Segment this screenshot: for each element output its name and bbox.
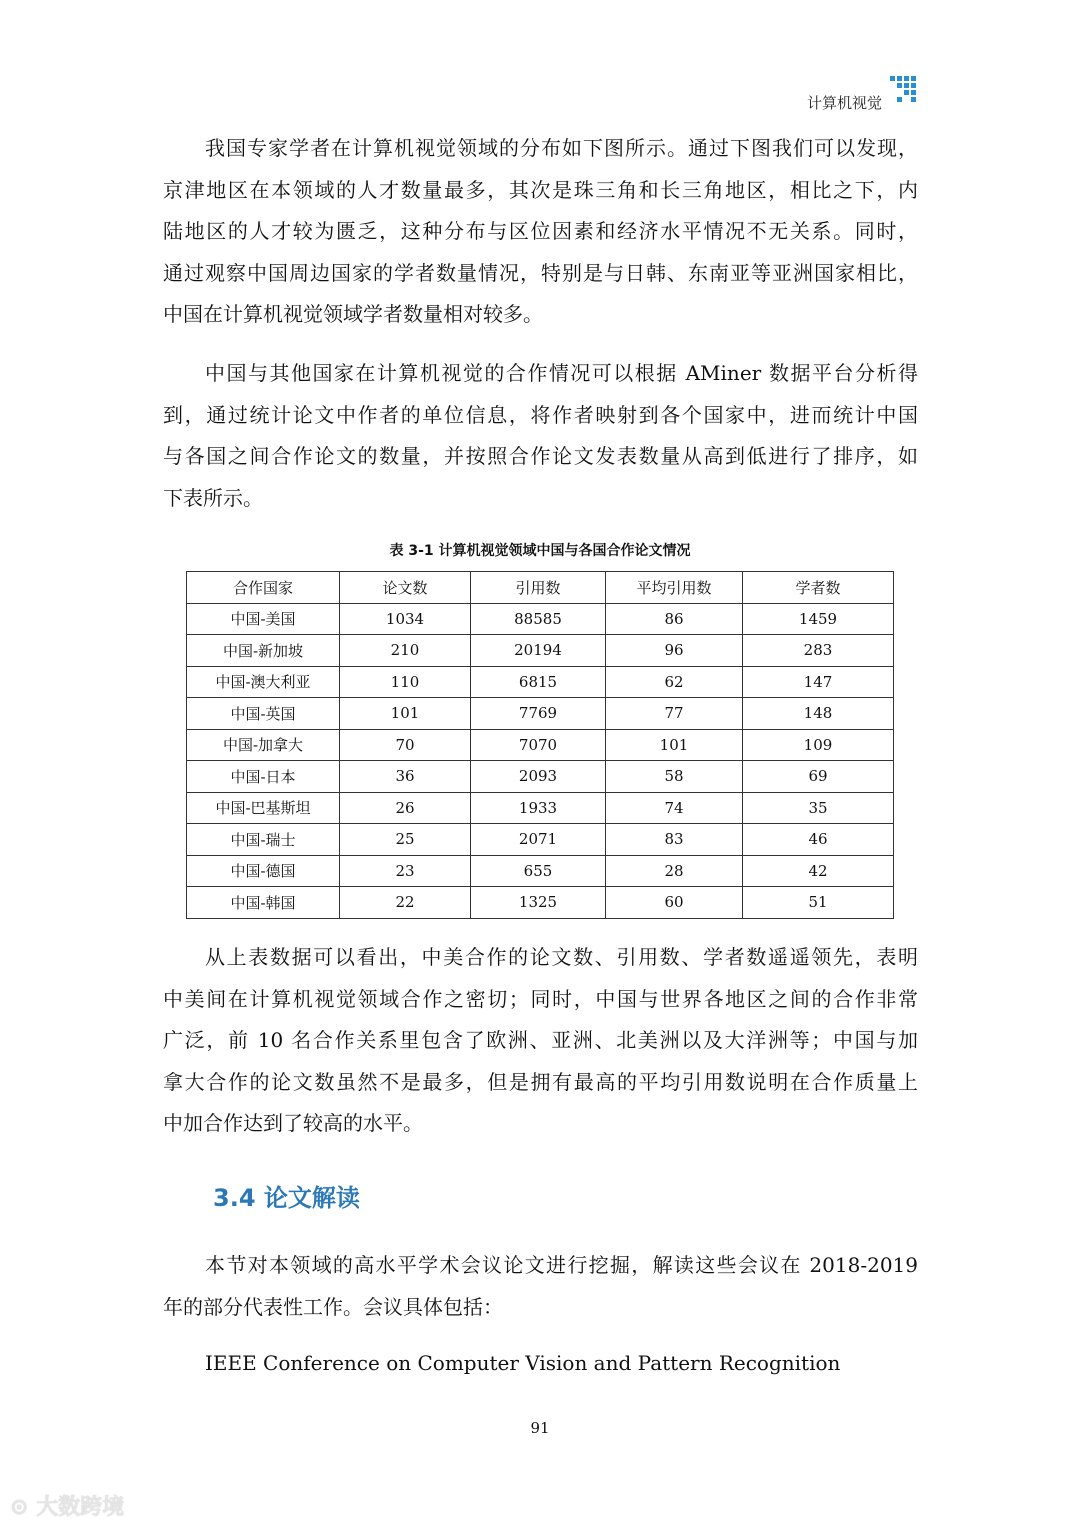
table-cell: 42 bbox=[743, 855, 894, 887]
table-cell: 51 bbox=[743, 887, 894, 919]
paragraph-5 bbox=[163, 1343, 918, 1385]
table-cell: 101 bbox=[606, 729, 743, 761]
text-line: 京津地区在本领域的人才数量最多，其次是珠三角和长三角地区，相比之下，内 bbox=[163, 177, 918, 202]
section-heading: 3.4 论文解读 bbox=[213, 1184, 360, 1212]
table-cell: 70 bbox=[340, 729, 471, 761]
text-line: 广泛，前 10 名合作关系里包含了欧洲、亚洲、北美洲以及大洋洲等；中国与加 bbox=[163, 1028, 918, 1053]
text-line: 从上表数据可以看出，中美合作的论文数、引用数、学者数遥遥领先，表明 bbox=[205, 945, 918, 969]
table-cell: 6815 bbox=[471, 666, 606, 698]
table-row bbox=[187, 698, 894, 730]
paragraph-2 bbox=[163, 353, 918, 519]
table-row bbox=[187, 761, 894, 793]
text-line: 拿大合作的论文数虽然不是最多，但是拥有最高的平均引用数说明在合作质量上 bbox=[163, 1069, 918, 1094]
text-line: 陆地区的人才较为匮乏，这种分布与区位因素和经济水平情况不无关系。同时， bbox=[163, 219, 918, 244]
text-line: 我国专家学者在计算机视觉领域的分布如下图所示。通过下图我们可以发现， bbox=[205, 136, 918, 160]
table-cell: 148 bbox=[743, 698, 894, 730]
table-cell: 1933 bbox=[471, 792, 606, 824]
table-cell: 中国-美国 bbox=[187, 603, 340, 635]
table-row bbox=[187, 824, 894, 856]
column-header: 引用数 bbox=[471, 572, 606, 604]
table-cell: 1325 bbox=[471, 887, 606, 919]
watermark bbox=[10, 1490, 124, 1521]
table-cell: 25 bbox=[340, 824, 471, 856]
collaboration-table bbox=[186, 571, 894, 919]
table-row bbox=[187, 603, 894, 635]
table-cell: 中国-德国 bbox=[187, 855, 340, 887]
text-line: 中国与其他国家在计算机视觉的合作情况可以根据 AMiner 数据平台分析得 bbox=[205, 361, 918, 385]
table-row bbox=[187, 887, 894, 919]
table-row bbox=[187, 635, 894, 667]
table-cell: 2071 bbox=[471, 824, 606, 856]
table-row bbox=[187, 792, 894, 824]
table-cell: 46 bbox=[743, 824, 894, 856]
column-header: 合作国家 bbox=[187, 572, 340, 604]
text-line: 与各国之间合作论文的数量，并按照合作论文发表数量从高到低进行了排序，如 bbox=[163, 444, 918, 469]
text-line: 中国在计算机视觉领域学者数量相对较多。 bbox=[163, 302, 543, 327]
header-title: 计算机视觉 bbox=[806, 94, 882, 112]
table-cell: 62 bbox=[606, 666, 743, 698]
table-cell: 1459 bbox=[743, 603, 894, 635]
table-cell: 147 bbox=[743, 666, 894, 698]
weibo-icon: ⊙ bbox=[10, 1495, 29, 1520]
table-cell: 35 bbox=[743, 792, 894, 824]
table-cell: 中国-英国 bbox=[187, 698, 340, 730]
table-row bbox=[187, 855, 894, 887]
table-cell: 中国-澳大利亚 bbox=[187, 666, 340, 698]
table-cell: 中国-新加坡 bbox=[187, 635, 340, 667]
table-cell: 96 bbox=[606, 635, 743, 667]
table-cell: 7769 bbox=[471, 698, 606, 730]
text-line: 下表所示。 bbox=[163, 485, 263, 510]
table-cell: 86 bbox=[606, 603, 743, 635]
table-cell: 中国-瑞士 bbox=[187, 824, 340, 856]
column-header: 论文数 bbox=[340, 572, 471, 604]
table-cell: 283 bbox=[743, 635, 894, 667]
text-line: 年的部分代表性工作。会议具体包括： bbox=[163, 1294, 503, 1319]
table-cell: 60 bbox=[606, 887, 743, 919]
table-header-row bbox=[187, 572, 894, 604]
table-cell: 88585 bbox=[471, 603, 606, 635]
text-line: 到，通过统计论文中作者的单位信息，将作者映射到各个国家中，进而统计中国 bbox=[163, 402, 918, 427]
column-header: 平均引用数 bbox=[606, 572, 743, 604]
table-cell: 58 bbox=[606, 761, 743, 793]
table-cell: 69 bbox=[743, 761, 894, 793]
table-cell: 655 bbox=[471, 855, 606, 887]
table-cell: 26 bbox=[340, 792, 471, 824]
page-number: 91 bbox=[530, 1419, 550, 1437]
text-line: 通过观察中国周边国家的学者数量情况，特别是与日韩、东南亚等亚洲国家相比， bbox=[163, 260, 918, 285]
table-caption: 表 3-1 计算机视觉领域中国与各国合作论文情况 bbox=[389, 543, 691, 559]
table-cell: 74 bbox=[606, 792, 743, 824]
text-line: 中加合作达到了较高的水平。 bbox=[163, 1111, 423, 1136]
table-cell: 中国-巴基斯坦 bbox=[187, 792, 340, 824]
paragraph-3 bbox=[163, 937, 918, 1145]
table-cell: 7070 bbox=[471, 729, 606, 761]
table-cell: 22 bbox=[340, 887, 471, 919]
table-cell: 110 bbox=[340, 666, 471, 698]
paragraph-4 bbox=[163, 1245, 918, 1328]
table-row bbox=[187, 729, 894, 761]
table-cell: 83 bbox=[606, 824, 743, 856]
table-cell: 中国-韩国 bbox=[187, 887, 340, 919]
header-logo bbox=[890, 76, 918, 108]
table-cell: 中国-日本 bbox=[187, 761, 340, 793]
table-cell: 210 bbox=[340, 635, 471, 667]
table-row bbox=[187, 666, 894, 698]
table-cell: 109 bbox=[743, 729, 894, 761]
table-cell: 28 bbox=[606, 855, 743, 887]
text-line: 中美间在计算机视觉领域合作之密切；同时，中国与世界各地区之间的合作非常 bbox=[163, 986, 918, 1011]
text-line: 本节对本领域的高水平学术会议论文进行挖掘，解读这些会议在 2018-2019 bbox=[205, 1253, 918, 1277]
table-cell: 2093 bbox=[471, 761, 606, 793]
text-line: IEEE Conference on Computer Vision and Pattern Recognition bbox=[205, 1351, 841, 1375]
table-cell: 1034 bbox=[340, 603, 471, 635]
watermark-text: 大数跨境 bbox=[36, 1495, 125, 1520]
column-header: 学者数 bbox=[743, 572, 894, 604]
table-cell: 23 bbox=[340, 855, 471, 887]
table-cell: 20194 bbox=[471, 635, 606, 667]
table-cell: 36 bbox=[340, 761, 471, 793]
table-cell: 77 bbox=[606, 698, 743, 730]
paragraph-1 bbox=[163, 128, 918, 336]
table-cell: 中国-加拿大 bbox=[187, 729, 340, 761]
table-cell: 101 bbox=[340, 698, 471, 730]
